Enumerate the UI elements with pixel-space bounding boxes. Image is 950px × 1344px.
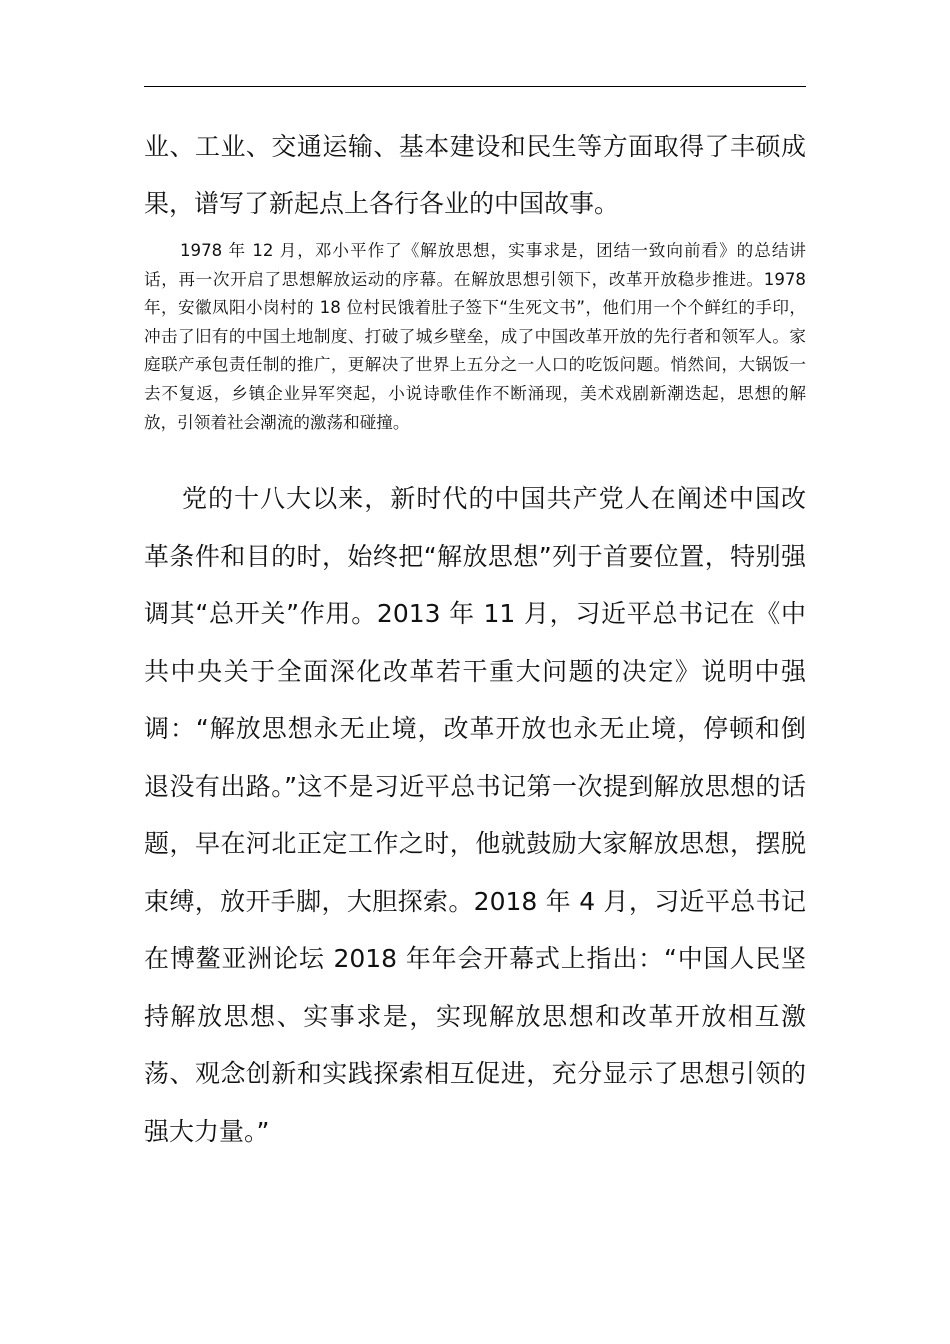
new-era-paragraph: 党的十八大以来，新时代的中国共产党人在阐述中国改革条件和目的时，始终把“解放思想”列于首要位置，特别强调其“总开关”作用。2013 年 11 月，习近平总书记在《中共中央关于全面深化改革若干重大问题的决定》说明中强调：“解放思想永无止境，改革开放也永无止境，停顿和倒退没有出路。”这不是习近平总书记第一次提到解放思想的话题，早在河北正定工作之时，他就鼓励大家解放思想，摆脱束缚，放开手脚，大胆探索。2018 年 4 月，习近平总书记在博鳌亚洲论坛 2018 年年会开幕式上指出：“中国人民坚持解放思想、实事求是，实现解放思想和改革开放相互激荡、观念创新和实践探索相互促进，充分显示了思想引领的强大力量。”: [144, 484, 806, 1146]
history-paragraph: 1978 年 12 月，邓小平作了《解放思想，实事求是，团结一致向前看》的总结讲话，再一次开启了思想解放运动的序幕。在解放思想引领下，改革开放稳步推进。1978 年，安徽凤阳小岗村的 18 位村民饿着肚子签下“生死文书”，他们用一个个鲜红的手印，冲击了旧有的中国土地制度、打破了城乡壁垒，成了中国改革开放的先行者和领军人。家庭联产承包责任制的推广，更解决了世界上五分之一人口的吃饭问题。悄然间，大锅饭一去不复返，乡镇企业异军突起，小说诗歌佳作不断涌现，美术戏剧新潮迭起，思想的解放，引领着社会潮流的激荡和碰撞。: [144, 241, 806, 432]
header-rule: [144, 86, 806, 87]
continued-paragraph: 业、工业、交通运输、基本建设和民生等方面取得了丰硕成果，谱写了新起点上各行各业的中国故事。: [144, 132, 806, 218]
